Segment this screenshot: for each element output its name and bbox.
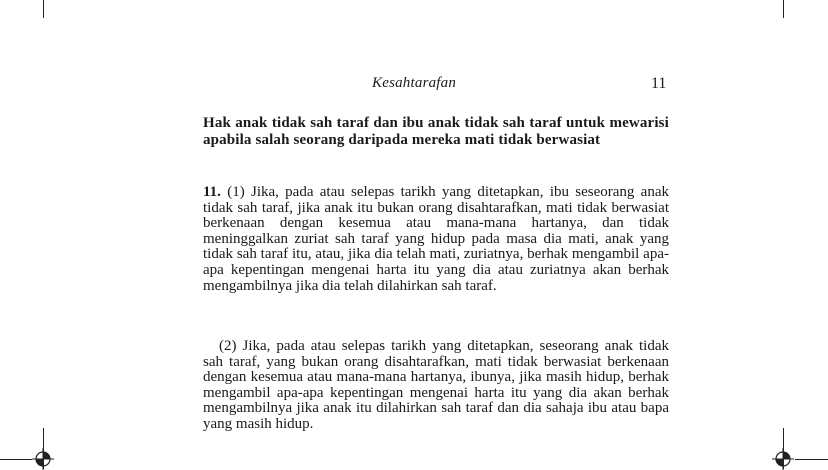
- section-heading: Hak anak tidak sah taraf dan ibu anak tidak sah taraf untuk mewarisi apabila salah seorang daripada mereka mati tidak berwasiat: [203, 115, 669, 148]
- running-header-title: Kesahtarafan: [372, 75, 457, 91]
- page-number: 11: [651, 75, 667, 92]
- subsection-1-text: (1) Jika, pada atau selepas tarikh yang ditetapkan, ibu seseorang anak tidak sah taraf, jika anak itu bukan orang disahtarafkan, mati tidak berwasiat berkenaan dengan kesemua atau mana-mana hartanya, dan tidak meninggalkan zuriat sah taraf yang hidup pada masa dia mati, anak yang tidak sah taraf itu, atau, jika dia telah mati, zuriatnya, berhak mengambil apa-apa kepentingan mengenai harta itu yang dia atau zuriatnya akan berhak mengambilnya jika dia telah dilahirkan sah taraf.: [203, 184, 670, 294]
- subsection-2-text: (2) Jika, pada atau selepas tarikh yang ditetapkan, seseorang anak tidak sah taraf, yang bukan orang disahtarafkan, mati tidak berwasiat berkenaan dengan kesemua atau mana-mana hartanya, ibunya, jika masih hidup, berhak mengambil apa-apa kepentingan mengenai harta itu yang dia akan berhak mengambilnya jika anak itu dilahirkan sah taraf dan dia sahaja ibu atau bapa yang masih hidup.: [203, 338, 669, 432]
- registration-mark-right-icon: [772, 448, 794, 470]
- crop-mark-top-right: [783, 0, 784, 18]
- crop-mark-top-left: [43, 0, 44, 18]
- registration-mark-left-icon: [32, 448, 54, 470]
- section-paragraph-1: [203, 185, 669, 294]
- section-paragraph-2: [203, 339, 669, 433]
- section-number: 11.: [203, 184, 221, 200]
- crop-mark-bottom-right-horizontal: [795, 459, 828, 460]
- crop-mark-bottom-left-horizontal: [0, 459, 32, 460]
